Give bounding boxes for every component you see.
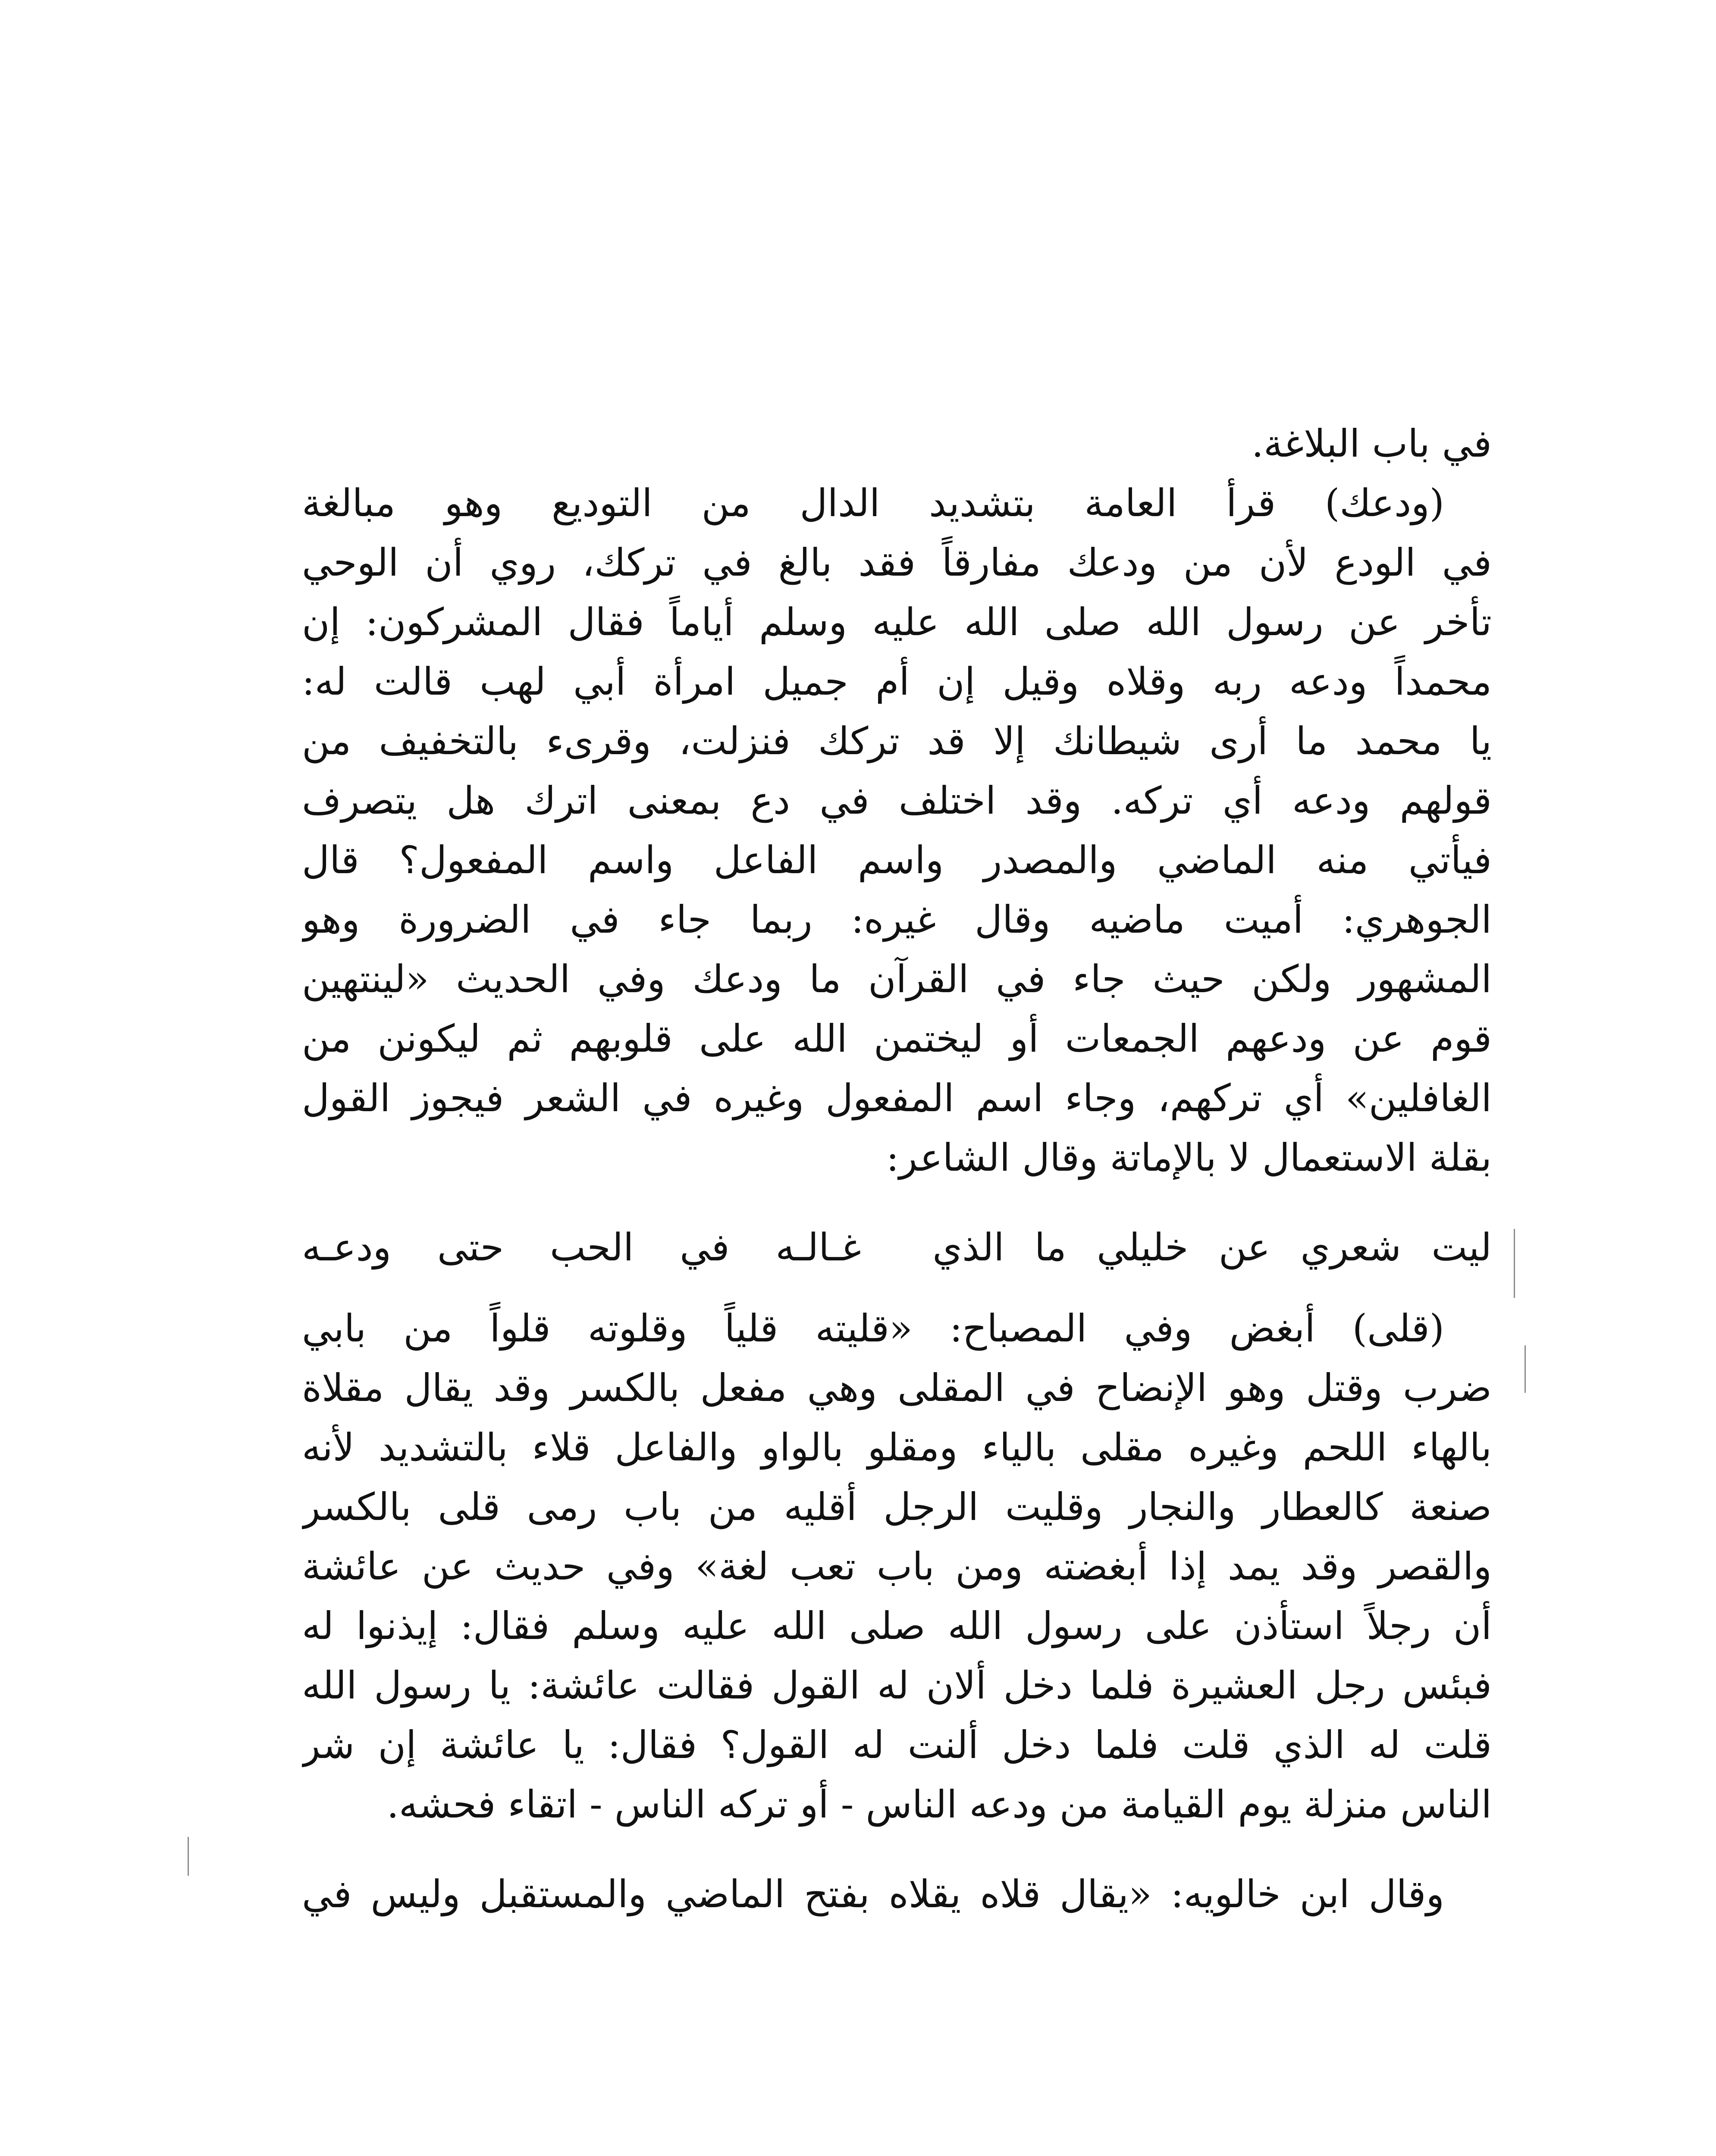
text-line: قلت له الذي قلت فلما دخل ألنت له القول؟ فقال: يا عائشة إن شر	[302, 1723, 1492, 1767]
text-line: المشهور ولكن حيث جاء في القرآن ما ودعك وفي الحديث «لينتهين	[302, 957, 1492, 1001]
text-line: الناس منزلة يوم القيامة من ودعه الناس - أو تركه الناس - اتقاء فحشه.	[386, 1782, 1492, 1827]
text-line: في الودع لأن من ودعك مفارقاً فقد بالغ في تركك، روي أن الوحي	[302, 540, 1492, 585]
text-line: يا محمد ما أرى شيطانك إلا قد تركك فنزلت، وقرىء بالتخفيف من	[302, 719, 1492, 763]
text-line: قوم عن ودعهم الجمعات أو ليختمن الله على قلوبهم ثم ليكونن من	[302, 1016, 1492, 1061]
text-line: صنعة كالعطار والنجار وقليت الرجل أقليه من باب رمى قلى بالكسر	[302, 1485, 1492, 1529]
scan-speck	[1525, 1345, 1526, 1393]
text-line: أن رجلاً استأذن على رسول الله صلى الله عليه وسلم فقال: إيذنوا له	[302, 1604, 1492, 1648]
text-line: والقصر وقد يمد إذا أبغضته ومن باب تعب لغة» وفي حديث عن عائشة	[302, 1544, 1492, 1589]
text-line: بالهاء اللحم وغيره مقلى بالياء ومقلو بالواو والفاعل قلاء بالتشديد لأنه	[302, 1425, 1492, 1470]
text-line: في باب البلاغة.	[1251, 421, 1492, 466]
text-line: فبئس رجل العشيرة فلما دخل ألان له القول فقالت عائشة: يا رسول الله	[302, 1663, 1492, 1708]
text-line: فيأتي منه الماضي والمصدر واسم الفاعل واسم المفعول؟ قال	[302, 838, 1492, 882]
text-line: وقال ابن خالويه: «يقال قلاه يقلاه بفتح الماضي والمستقبل وليس في	[302, 1872, 1444, 1916]
verse-first-hemistich: ليت شعري عن خليلي ما الذي	[932, 1225, 1492, 1269]
text-line: ضرب وقتل وهو الإنضاح في المقلى وهي مفعل بالكسر وقد يقال مقلاة	[302, 1366, 1492, 1410]
text-line: تأخر عن رسول الله صلى الله عليه وسلم أياماً فقال المشركون: إن	[302, 600, 1492, 644]
text-line: محمداً ودعه ربه وقلاه وقيل إن أم جميل امرأة أبي لهب قالت له:	[302, 659, 1492, 704]
text-line: الغافلين» أي تركهم، وجاء اسم المفعول وغيره في الشعر فيجوز القول	[302, 1076, 1492, 1120]
text-line: بقلة الاستعمال لا بالإماتة وقال الشاعر:	[886, 1135, 1492, 1180]
page-body	[302, 414, 1492, 1924]
poetry-verse	[302, 1218, 1492, 1277]
verse-second-hemistich: غـالـه في الحب حتى ودعـه	[302, 1225, 861, 1269]
scan-speck	[188, 1837, 189, 1876]
scan-speck	[1514, 1229, 1515, 1298]
text-line: (قلى) أبغض وفي المصباح: «قليته قلياً وقلوته قلواً من بابي	[302, 1306, 1444, 1351]
text-line: الجوهري: أميت ماضيه وقال غيره: ربما جاء في الضرورة وهو	[302, 897, 1492, 942]
text-line: (ودعك) قرأ العامة بتشديد الدال من التوديع وهو مبالغة	[302, 481, 1444, 525]
text-line: قولهم ودعه أي تركه. وقد اختلف في دع بمعنى اترك هل يتصرف	[302, 778, 1492, 823]
